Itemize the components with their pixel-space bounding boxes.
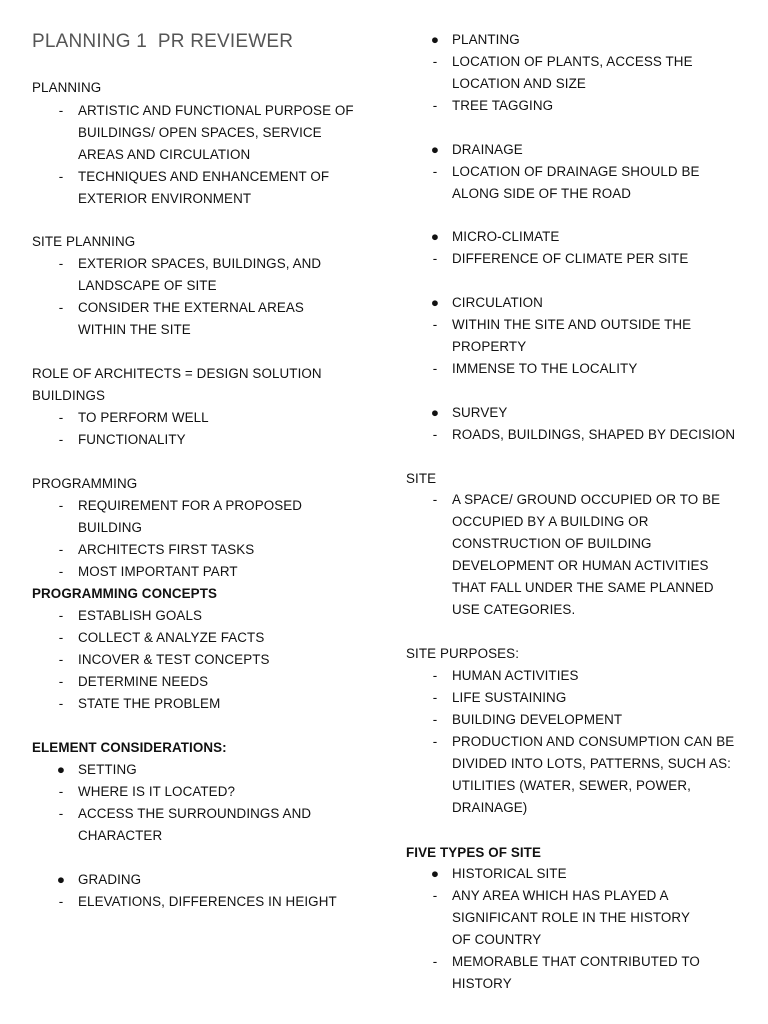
list-item: - BUILDING DEVELOPMENT <box>406 709 751 731</box>
list-item: - ACCESS THE SURROUNDINGS AND CHARACTER <box>32 803 322 847</box>
bullet-dot-icon: ● <box>430 295 440 310</box>
bullet-item-grading: ● GRADING <box>32 869 377 891</box>
dash-marker: - <box>58 498 64 513</box>
bullet-dot-icon: ● <box>56 872 66 887</box>
bullet-item-survey: ● SURVEY <box>406 402 751 424</box>
dash-marker: - <box>432 427 438 442</box>
section-heading-role-continued: BUILDINGS <box>32 388 106 403</box>
section-heading-programming: PROGRAMMING <box>32 476 138 491</box>
bullet-item-planting: ● PLANTING <box>406 29 751 51</box>
dash-marker: - <box>58 894 64 909</box>
dash-marker: - <box>432 888 438 903</box>
list-item: - MEMORABLE THAT CONTRIBUTED TO HISTORY <box>406 951 706 995</box>
dash-marker: - <box>58 784 64 799</box>
list-item: - CONSIDER THE EXTERNAL AREAS WITHIN THE SITE <box>32 297 352 341</box>
section-heading-site: SITE <box>406 471 437 486</box>
dash-marker: - <box>58 806 64 821</box>
list-item: - ARCHITECTS FIRST TASKS <box>32 539 377 561</box>
list-item: - A SPACE/ GROUND OCCUPIED OR TO BE OCCUPIED BY A BUILDING OR CONSTRUCTION OF BUILDING DEVELOPMENT OR HUMAN ACTIVITIES THAT FALL UNDER THE SAME PLANNED USE CATEGORIES. <box>406 489 741 621</box>
list-item: - DETERMINE NEEDS <box>32 671 377 693</box>
list-item: - LIFE SUSTAINING <box>406 687 751 709</box>
section-heading-site-purposes: SITE PURPOSES: <box>406 646 520 661</box>
list-item: - EXTERIOR SPACES, BUILDINGS, AND LANDSCAPE OF SITE <box>32 253 332 297</box>
bullet-dot-icon: ● <box>56 762 66 777</box>
bullet-item-drainage: ● DRAINAGE <box>406 139 751 161</box>
dash-marker: - <box>432 690 438 705</box>
list-item: - TECHNIQUES AND ENHANCEMENT OF EXTERIOR ENVIRONMENT <box>32 166 344 210</box>
list-item: - MOST IMPORTANT PART <box>32 561 377 583</box>
section-heading-programming-concepts: PROGRAMMING CONCEPTS <box>32 586 218 601</box>
dash-marker: - <box>58 256 64 271</box>
dash-marker: - <box>432 734 438 749</box>
section-heading-five-types-of-site: FIVE TYPES OF SITE <box>406 845 541 860</box>
list-item: - FUNCTIONALITY <box>32 429 377 451</box>
dash-marker: - <box>58 103 64 118</box>
dash-marker: - <box>58 674 64 689</box>
bullet-dot-icon: ● <box>430 142 440 157</box>
dash-marker: - <box>58 564 64 579</box>
list-item: - ANY AREA WHICH HAS PLAYED A SIGNIFICANT ROLE IN THE HISTORY OF COUNTRY <box>406 885 711 951</box>
list-item: - ELEVATIONS, DIFFERENCES IN HEIGHT <box>32 891 377 913</box>
section-heading-planning: PLANNING <box>32 80 102 95</box>
bullet-dot-icon: ● <box>430 405 440 420</box>
dash-marker: - <box>58 300 64 315</box>
list-item: - ESTABLISH GOALS <box>32 605 377 627</box>
list-item: - LOCATION OF PLANTS, ACCESS THE LOCATION AND SIZE <box>406 51 706 95</box>
dash-marker: - <box>432 712 438 727</box>
list-item: - DIFFERENCE OF CLIMATE PER SITE <box>406 248 751 270</box>
dash-marker: - <box>58 432 64 447</box>
bullet-item-circulation: ● CIRCULATION <box>406 292 751 314</box>
dash-marker: - <box>58 410 64 425</box>
bullet-item-micro-climate: ● MICRO-CLIMATE <box>406 226 751 248</box>
bullet-dot-icon: ● <box>430 229 440 244</box>
list-item: - TO PERFORM WELL <box>32 407 377 429</box>
dash-marker: - <box>432 164 438 179</box>
dash-marker: - <box>432 98 438 113</box>
dash-marker: - <box>58 630 64 645</box>
dash-marker: - <box>58 608 64 623</box>
list-item: - PRODUCTION AND CONSUMPTION CAN BE DIVIDED INTO LOTS, PATTERNS, SUCH AS: UTILITIES (WATER, SEWER, POWER, DRAINAGE) <box>406 731 736 819</box>
dash-marker: - <box>432 361 438 376</box>
list-item: - TREE TAGGING <box>406 95 751 117</box>
list-item: - ARTISTIC AND FUNCTIONAL PURPOSE OF BUILDINGS/ OPEN SPACES, SERVICE AREAS AND CIRCULATION <box>32 100 362 166</box>
bullet-dot-icon: ● <box>430 866 440 881</box>
section-heading-element-considerations: ELEMENT CONSIDERATIONS: <box>32 740 227 755</box>
list-item: - WHERE IS IT LOCATED? <box>32 781 377 803</box>
dash-marker: - <box>58 652 64 667</box>
section-heading-role-of-architects: ROLE OF ARCHITECTS = DESIGN SOLUTION <box>32 366 322 381</box>
list-item: - ROADS, BUILDINGS, SHAPED BY DECISION <box>406 424 756 446</box>
list-item: - REQUIREMENT FOR A PROPOSED BUILDING <box>32 495 322 539</box>
page-title: PLANNING 1 PR REVIEWER <box>32 31 294 52</box>
list-item: - LOCATION OF DRAINAGE SHOULD BE ALONG SIDE OF THE ROAD <box>406 161 721 205</box>
bullet-item-setting: ● SETTING <box>32 759 377 781</box>
dash-marker: - <box>432 954 438 969</box>
dash-marker: - <box>432 54 438 69</box>
dash-marker: - <box>432 668 438 683</box>
dash-marker: - <box>432 492 438 507</box>
section-heading-site-planning: SITE PLANNING <box>32 234 136 249</box>
list-item: - COLLECT & ANALYZE FACTS <box>32 627 377 649</box>
list-item: - INCOVER & TEST CONCEPTS <box>32 649 377 671</box>
list-item: - HUMAN ACTIVITIES <box>406 665 751 687</box>
dash-marker: - <box>432 317 438 332</box>
list-item: - WITHIN THE SITE AND OUTSIDE THE PROPERTY <box>406 314 696 358</box>
list-item: - IMMENSE TO THE LOCALITY <box>406 358 751 380</box>
bullet-item-historical-site: ● HISTORICAL SITE <box>406 863 751 885</box>
list-item: - STATE THE PROBLEM <box>32 693 377 715</box>
dash-marker: - <box>58 542 64 557</box>
dash-marker: - <box>58 696 64 711</box>
dash-marker: - <box>432 251 438 266</box>
bullet-dot-icon: ● <box>430 32 440 47</box>
dash-marker: - <box>58 169 64 184</box>
